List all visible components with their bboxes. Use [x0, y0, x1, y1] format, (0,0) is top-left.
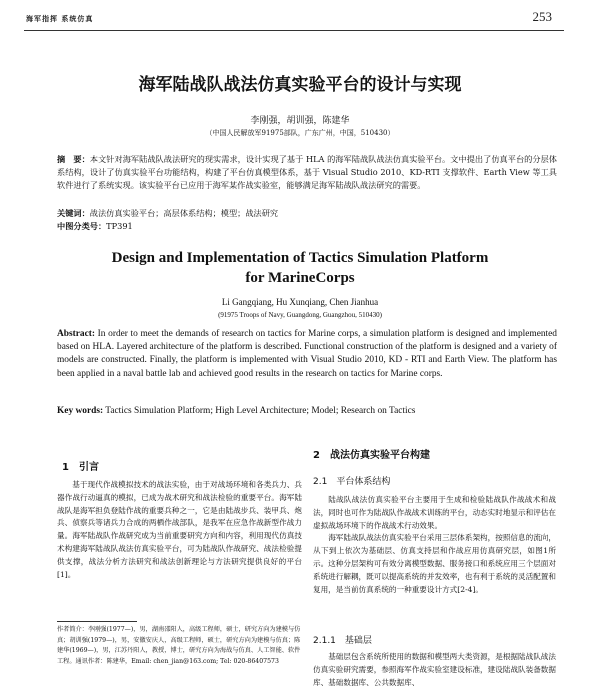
- chinese-authors: 李刚强，胡训强，陈建华: [250, 116, 350, 126]
- clc-label: 中图分类号：: [57, 221, 107, 231]
- english-abstract-label: Abstract:: [57, 329, 96, 339]
- running-header: 海军指挥 系统仿真: [26, 14, 94, 23]
- section-2-heading: 2 战法仿真实验平台构建: [313, 450, 430, 461]
- subsection-2-1-1-text: [313, 651, 556, 689]
- chinese-keywords: [57, 208, 278, 219]
- clc-value: TP391: [106, 221, 133, 231]
- intro-text: 基于现代作战模拟技术的战法实验，由于对战场环境和各类兵力、兵器作战行动逼真的模拟，已成为战术研究和战法检验的重要平台。海军陆战队是海军担负登陆作战的重要兵种之一，它是由陆战步兵、装甲兵、炮兵、侦察兵等诸兵力合成的两栖作战部队，是我军在应急作战新型作战力量。海军陆战队作战研究成为当前重要研究方向和内容，利用现代仿真技术构建海军陆战队战法仿真实验平台，可为陆战队作战研究、战法检验提供支撑，战法分析方法研究和战法创新理论与方法研究提供良好的平台[1]。: [57, 480, 302, 579]
- chinese-abstract-text: 本文针对海军陆战队战法研究的现实需求，设计实现了基于 HLA 的海军陆战队战法仿真实验平台。文中提出了仿真平台的分层体系结构，设计了仿真实验平台功能结构，构建了平台仿真模型体系，基于 Visual Studio 2010、KD-RTI 支撑软件、Earth View 等工具软件进行了系统实现。该实验平台已应用于海军某作战实验室，能够满足海军陆战队战法研究的需要。: [57, 154, 557, 190]
- clc-number: [57, 221, 133, 232]
- chinese-keywords-label: 关键词：: [57, 208, 90, 218]
- footnote-rule: [57, 621, 137, 622]
- english-title: [0, 248, 600, 288]
- base-layer-paragraph: 基础层包含系统所使用的数据和模型两大类资源，是根据陆战队战法仿真实验研究需要，参照海军作战实验室建设标准，建设陆战队装备数据库、基础数据库、公共数据库、: [313, 652, 556, 687]
- page-number: 253: [532, 9, 552, 24]
- chinese-abstract: [57, 153, 557, 192]
- english-title-line2: for MarineCorps: [245, 270, 355, 286]
- subsection-2-1-text: [313, 494, 556, 596]
- chinese-affiliation: （中国人民解放军91975部队，广东广州，中国，510430）: [205, 129, 395, 137]
- english-keywords: [57, 406, 557, 416]
- chinese-abstract-label: 摘 要：: [57, 154, 90, 164]
- english-authors: Li Gangqiang, Hu Xunqiang, Chen Jianhua: [221, 297, 379, 307]
- english-keywords-text: Tactics Simulation Platform; High Level Architecture; Model; Research on Tactics: [105, 406, 416, 416]
- english-affiliation: (91975 Troops of Navy, Guangdong, Guangzhou, 510430): [218, 311, 382, 319]
- section-1-paragraph: [57, 479, 302, 581]
- chinese-title: 海军陆战队战法仿真实验平台的设计与实现: [138, 75, 462, 95]
- english-keywords-label: Key words:: [57, 406, 104, 416]
- section-1-heading: 1 引言: [62, 462, 99, 473]
- english-title-line1: Design and Implementation of Tactics Simulation Platform: [111, 250, 489, 266]
- author-footnote: 作者简介：李刚强(1977—)，男，湖南邵阳人，高级工程师，硕士，研究方向为建模与仿真；胡训强(1979—)，男，安徽安庆人，高级工程师，硕士，研究方向为建模与仿真；陈建华(1969—)，男，江苏丹阳人，教授，博士，研究方向为海战与仿真、人工智能、软件工程。通讯作者：陈建华，Email: chen_jian@163.com; Tel: 020-86407573: [57, 626, 301, 665]
- chinese-keywords-text: 战法仿真实验平台；高层体系结构；模型；战法研究: [89, 208, 279, 218]
- architecture-paragraph: 海军陆战队战法仿真实验平台采用三层体系架构，按照信息的流向，从下到上依次为基础层、仿真支持层和作战应用仿真研究层，如图1所示。这种分层架构可有效分离模型数据、服务接口和系统应用三个层面对系统进行解耦，既可以提高系统的并发效率，也有利于系统的灵活配置和复用，是当前仿真系统的一种重要设计方式[2-4]。: [313, 533, 556, 594]
- english-abstract-text: In order to meet the demands of research on tactics for Marine corps, a simulation platform is designed and implemented based on HLA. Layered architecture of the platform is described. Functional construction of the platform is designed and a variety of models are constructed. Finally, the platform is implemented with Visual Studio 2010, KD - RTI and Earth View. The platform has been applied in a naval battle lab and achieved good results in the research on tactics for Marine corps.: [57, 329, 557, 379]
- platform-purpose-paragraph: 陆战队战法仿真实验平台主要用于生成和检验陆战队作战战术和战法，同时也可作为陆战队作战战术训练的平台，动态实时地显示和评估在虚拟战场环境下的作战战术行动效果。: [313, 495, 556, 530]
- header-rule: [24, 30, 564, 31]
- english-abstract: [57, 328, 557, 381]
- subsection-2-1-heading: 2.1 平台体系结构: [313, 477, 391, 487]
- subsection-2-1-1-heading: 2.1.1 基础层: [313, 636, 372, 646]
